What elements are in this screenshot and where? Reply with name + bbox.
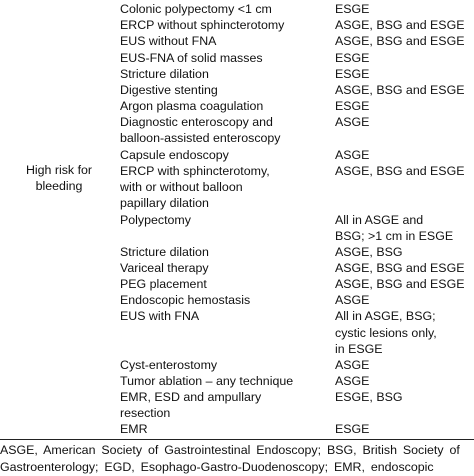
procedure-cell: Tumor ablation – any technique: [120, 374, 294, 388]
guideline-cell: ASGE: [335, 148, 370, 162]
procedure-cell: ERCP without sphincterotomy: [120, 18, 285, 32]
guideline-cell: ESGE: [335, 2, 370, 16]
table-bottom-rule: [0, 439, 474, 440]
guideline-cell: ESGE: [335, 99, 370, 113]
procedure-cell: EMR, ESD and ampullary: [120, 390, 262, 404]
procedure-cell: Variceal therapy: [120, 261, 209, 275]
procedure-cell: Endoscopic hemostasis: [120, 293, 251, 307]
guideline-cell: ASGE, BSG and ESGE: [335, 277, 465, 291]
guideline-cell: ASGE: [335, 293, 370, 307]
procedure-cell: Cyst-enterostomy: [120, 358, 218, 372]
procedure-cell: Stricture dilation: [120, 67, 209, 81]
guideline-cell: ASGE: [335, 115, 370, 129]
procedure-cell: Argon plasma coagulation: [120, 99, 264, 113]
procedure-cell: Polypectomy: [120, 213, 191, 227]
guideline-cell: ASGE, BSG and ESGE: [335, 261, 465, 275]
procedure-cell: Diagnostic enteroscopy and: [120, 115, 273, 129]
guideline-cell: All in ASGE, BSG;: [335, 309, 436, 323]
guideline-cell: ASGE: [335, 374, 370, 388]
risk-group-label: High risk for bleeding: [25, 163, 93, 193]
guideline-cell: ESGE: [335, 51, 370, 65]
procedure-cell: Digestive stenting: [120, 83, 218, 97]
guideline-cell: ESGE, BSG: [335, 390, 403, 404]
procedure-cell: EUS without FNA: [120, 34, 217, 48]
procedure-cell: Capsule endoscopy: [120, 148, 229, 162]
procedure-cell-cont: resection: [120, 406, 171, 420]
guideline-cell: ASGE, BSG and ESGE: [335, 83, 465, 97]
procedure-cell: EUS-FNA of solid masses: [120, 51, 263, 65]
procedure-cell-cont: papillary dilation: [120, 196, 209, 210]
guideline-cell-cont: BSG; >1 cm in ESGE: [335, 229, 454, 243]
footnote-line: Gastroenterology; EGD, Esophago-Gastro-Duodenoscopy; EMR, endoscopic: [0, 460, 434, 474]
guideline-cell: ASGE: [335, 358, 370, 372]
procedure-cell: Colonic polypectomy <1 cm: [120, 2, 272, 16]
guideline-cell: ASGE, BSG and ESGE: [335, 18, 465, 32]
procedure-cell-cont: with or without balloon: [120, 180, 243, 194]
footnote-line: ASGE, American Society of Gastrointestinal Endoscopy; BSG, British Society of: [0, 443, 460, 457]
procedure-cell: EUS with FNA: [120, 309, 200, 323]
guideline-cell: ESGE: [335, 422, 370, 436]
guideline-cell: ASGE, BSG and ESGE: [335, 34, 465, 48]
procedure-cell: PEG placement: [120, 277, 207, 291]
guideline-cell: ESGE: [335, 67, 370, 81]
procedure-cell: ERCP with sphincterotomy,: [120, 164, 270, 178]
guideline-cell-cont: in ESGE: [335, 342, 383, 356]
guideline-cell: All in ASGE and: [335, 213, 424, 227]
procedure-cell: Stricture dilation: [120, 245, 209, 259]
guideline-cell-cont: cystic lesions only,: [335, 326, 437, 340]
guideline-cell: ASGE, BSG and ESGE: [335, 164, 465, 178]
procedure-cell-cont: balloon-assisted enteroscopy: [120, 131, 281, 145]
procedure-cell: EMR: [120, 422, 148, 436]
guideline-cell: ASGE, BSG: [335, 245, 403, 259]
